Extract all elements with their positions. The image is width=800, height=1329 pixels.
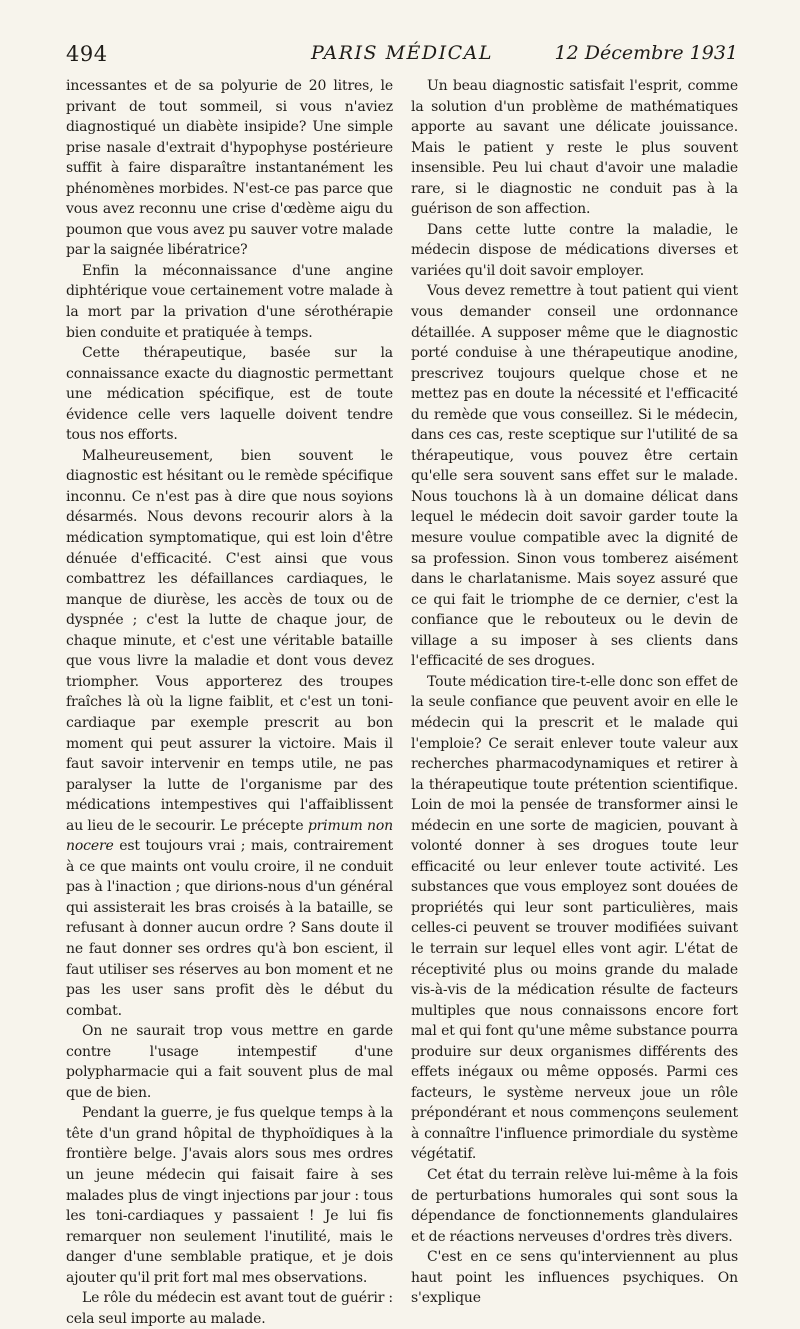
left-column bbox=[66, 76, 393, 1329]
paragraph: Cet état du terrain relève lui-même à la fois de perturbations humorales qui sont sous la dépendance de fonctionnements glandulaires et de réactions nerveuses d'ordres très divers. bbox=[411, 1166, 738, 1245]
paragraph: Toute médication tire-t-elle donc son effet de la seule confiance que peuvent avoir en elle le médecin qui la prescrit et le malade qui l'emploie? Ce serait enlever toute valeur aux recherches pharmacodynamiques et retirer à la thérapeutique toute prétention scientifique. Loin de moi la pensée de transformer ainsi le médecin en une sorte de magicien, pouvant à volonté donner à ses drogues toute leur efficacité ou leur enlever toute activité. Les substances que vous employez sont douées de propriétés qui leur sont particulières, mais celles-ci peuvent se trouver modifiées suivant le terrain sur lequel elles vont agir. L'état de réceptivité plus ou moins grande du malade vis-à-vis de la médication résulte de facteurs multiples que nous connaissons encore fort mal et qui font qu'une même substance pourra produire sur deux organismes différents des effets inégaux ou même opposés. Parmi ces facteurs, le système nerveux joue un rôle prépondérant et nous commençons seulement à connaître l'influence primordiale du système végétatif. bbox=[411, 673, 738, 1163]
page-number: 494 bbox=[66, 42, 108, 66]
paragraph: Vous devez remettre à tout patient qui vient vous demander conseil une ordonnance détaillée. A supposer même que le diagnostic porté conduise à une thérapeutique anodine, prescrivez toujours quelque chose et ne mettez pas en doute la nécessité et l'efficacité du remède que vous conseillez. Si le médecin, dans ces cas, reste sceptique sur l'utilité de sa thérapeutique, vous pouvez être certain qu'elle sera souvent sans effet sur le malade. Nous touchons là à un domaine délicat dans lequel le médecin doit savoir garder toute la mesure voulue compatible avec la dignité de sa profession. Sinon vous tomberez aisément dans le charlatanisme. Mais soyez assuré que ce qui fait le triomphe de ce dernier, c'est la confiance que le rebouteux ou le devin de village a su imposer à ses clients dans l'efficacité de ses drogues. bbox=[411, 283, 738, 670]
paragraph-text: est toujours vrai ; mais, contrairement à ce que maints ont voulu croire, il ne conduit pas à l'inaction ; que dirions-nous d'un général qui assisterait les bras croisés à la bataille, se refusant à donner aucun ordre ? Sans doute il ne faut donner ses ordres qu'à bon escient, il faut utiliser ses réserves au bon moment et ne pas les user sans profit dès le début du combat. bbox=[66, 838, 393, 1019]
page-header bbox=[66, 42, 738, 72]
paragraph bbox=[66, 446, 393, 1021]
paragraph: Enfin la méconnaissance d'une angine diphtérique voue certainement votre malade à la mort par la privation d'une sérothérapie bien conduite et pratiquée à temps. bbox=[66, 262, 393, 341]
paragraph: incessantes et de sa polyurie de 20 litres, le privant de tout sommeil, si vous n'aviez diagnostiqué un diabète insipide? Une simple prise nasale d'extrait d'hypophyse postérieure suffit à faire disparaître instantanément les phénomènes morbides. N'est-ce pas parce que vous avez reconnu une crise d'œdème aigu du poumon que vous avez pu sauver votre malade par la saignée libératrice? bbox=[66, 78, 393, 259]
paragraph: On ne saurait trop vous mettre en garde contre l'usage intempestif d'une polypharmacie qui a fait souvent plus de mal que de bien. bbox=[66, 1023, 393, 1101]
paragraph: C'est en ce sens qu'interviennent au plus haut point les influences psychiques. On s'explique bbox=[411, 1249, 738, 1307]
paragraph: Un beau diagnostic satisfait l'esprit, comme la solution d'un problème de mathématiques apporte au savant une délicate jouissance. Mais le patient y reste le plus souvent insensible. Peu lui chaut d'avoir une maladie rare, si le diagnostic ne conduit pas à la guérison de son affection. bbox=[411, 78, 738, 218]
paragraph-text: Malheureusement, bien souvent le diagnostic est hésitant ou le remède spécifique inconnu. Ce n'est pas à dire que nous soyions désarmés. Nous devons recourir alors à la médication symptomatique, qui est loin d'être dénuée d'efficacité. C'est ainsi que vous combattrez les défaillances cardiaques, le manque de diurèse, les accès de toux ou de dyspnée ; c'est la lutte de chaque jour, de chaque minute, et c'est une véritable bataille que vous livre la maladie et dont vous devez triompher. Vous apporterez des troupes fraîches là où la ligne faiblit, et c'est un toni-cardiaque par exemple prescrit au bon moment qui peut assurer la victoire. Mais il faut savoir intervenir en temps utile, ne pas paralyser la lutte de l'organisme par des médications intempestives qui l'affaiblissent au lieu de le secourir. Le précepte bbox=[66, 447, 393, 834]
paragraph: Pendant la guerre, je fus quelque temps à la tête d'un grand hôpital de thyphoïdiques à la frontière belge. J'avais alors sous mes ordres un jeune médecin qui faisait faire à ses malades plus de vingt injections par jour : tous les toni-cardiaques y passaient ! Je lui fis remarquer non seulement l'inutilité, mais le danger d'une semblable pratique, et je dois ajouter qu'il prit fort mal mes observations. bbox=[66, 1105, 393, 1286]
journal-title: PARIS MÉDICAL bbox=[310, 42, 494, 64]
right-column bbox=[411, 76, 738, 1309]
issue-date: 12 Décembre 1931 bbox=[554, 42, 738, 64]
latin-precept: primum non nocere bbox=[66, 817, 393, 855]
paragraph: Le rôle du médecin est avant tout de guérir : cela seul importe au malade. bbox=[66, 1290, 393, 1327]
paragraph: Dans cette lutte contre la maladie, le médecin dispose de médications diverses et variées qu'il doit savoir employer. bbox=[411, 221, 738, 279]
paragraph: Cette thérapeutique, basée sur la connaissance exacte du diagnostic permettant une médication spécifique, est de toute évidence celle vers laquelle doivent tendre tous nos efforts. bbox=[66, 345, 393, 444]
